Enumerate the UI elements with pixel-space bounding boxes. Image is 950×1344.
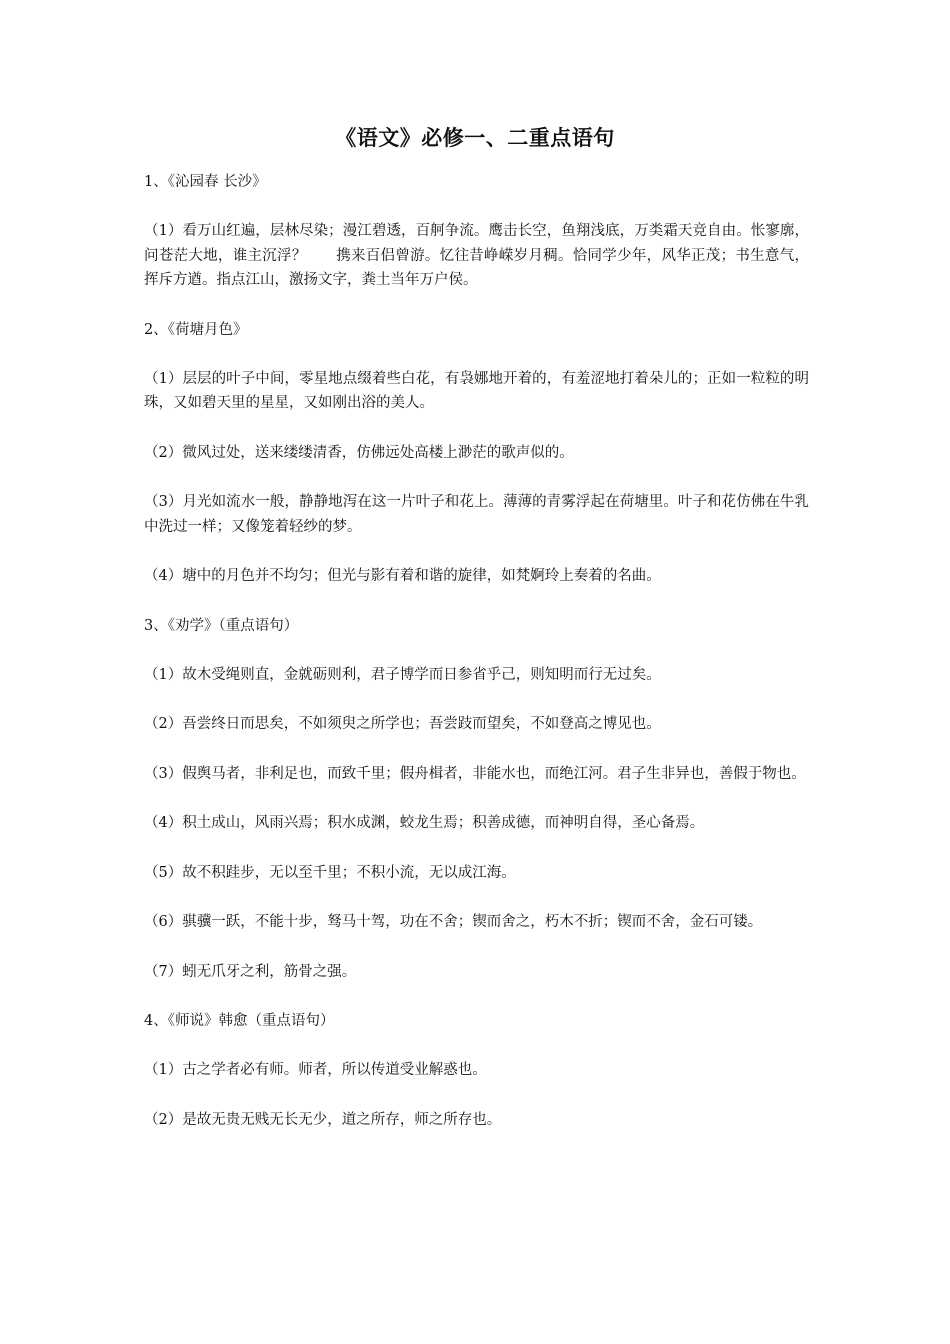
quote-paragraph: （1）古之学者必有师。师者，所以传道受业解惑也。 xyxy=(144,1062,487,1078)
section-heading: 3、《劝学》（重点语句） xyxy=(144,617,299,634)
section-2 xyxy=(144,318,809,589)
quote-paragraph: （2）微风过处，送来缕缕清香，仿佛远处高楼上渺茫的歌声似的。 xyxy=(144,444,574,461)
quote-paragraph: （4）塘中的月色并不均匀；但光与影有着和谐的旋律，如梵婀玲上奏着的名曲。 xyxy=(144,568,661,584)
quote-paragraph: （3）月光如流水一般，静静地泻在这一片叶子和花上。薄薄的青雾浮起在荷塘里。叶子和花仿佛在牛乳中洗过一样；又像笼着轻纱的梦。 xyxy=(144,494,809,535)
quote-paragraph: （3）假舆马者，非利足也，而致千里；假舟楫者，非能水也，而绝江河。君子生非异也，善假于物也。 xyxy=(144,765,806,782)
quote-paragraph: （5）故不积跬步，无以至千里；不积小流，无以成江海。 xyxy=(144,864,516,881)
quote-paragraph: （2）是故无贵无贱无长无少，道之所存，师之所存也。 xyxy=(144,1111,502,1128)
quote-paragraph: （2）吾尝终日而思矣，不如须臾之所学也；吾尝跂而望矣，不如登高之博见也。 xyxy=(144,716,661,732)
quote-paragraph: （1）看万山红遍，层林尽染；漫江碧透，百舸争流。鹰击长空，鱼翔浅底，万类霜天竞自由。怅寥廓，问苍茫大地，谁主沉浮？ 携来百侣曾游。忆往昔峥嵘岁月稠。恰同学少年，风华正茂；书生意气，挥斥方遒。指点江山，激扬文字，粪土当年万户侯。 xyxy=(144,223,809,288)
quote-paragraph: （7）蚓无爪牙之利，筋骨之强。 xyxy=(144,963,357,980)
section-4 xyxy=(144,1009,809,1132)
section-3 xyxy=(144,614,809,985)
section-1 xyxy=(144,170,809,293)
section-heading: 4、《师说》韩愈（重点语句） xyxy=(144,1013,335,1029)
document-title: 《语文》必修一、二重点语句 xyxy=(335,126,615,150)
quote-paragraph: （1）层层的叶子中间，零星地点缀着些白花，有袅娜地开着的，有羞涩地打着朵儿的；正如一粒粒的明珠，又如碧天里的星星，又如刚出浴的美人。 xyxy=(144,370,809,411)
document-body xyxy=(144,170,809,1157)
section-heading: 1、《沁园春 长沙》 xyxy=(144,174,267,190)
quote-paragraph: （1）故木受绳则直，金就砺则利，君子博学而日参省乎己，则知明而行无过矣。 xyxy=(144,666,661,683)
section-heading: 2、《荷塘月色》 xyxy=(144,321,248,338)
quote-paragraph: （6）骐骥一跃，不能十步，驽马十驾，功在不舍；锲而舍之，朽木不折；锲而不舍，金石可镂。 xyxy=(144,914,763,930)
quote-paragraph: （4）积土成山，风雨兴焉；积水成渊，蛟龙生焉；积善成德，而神明自得，圣心备焉。 xyxy=(144,815,705,831)
